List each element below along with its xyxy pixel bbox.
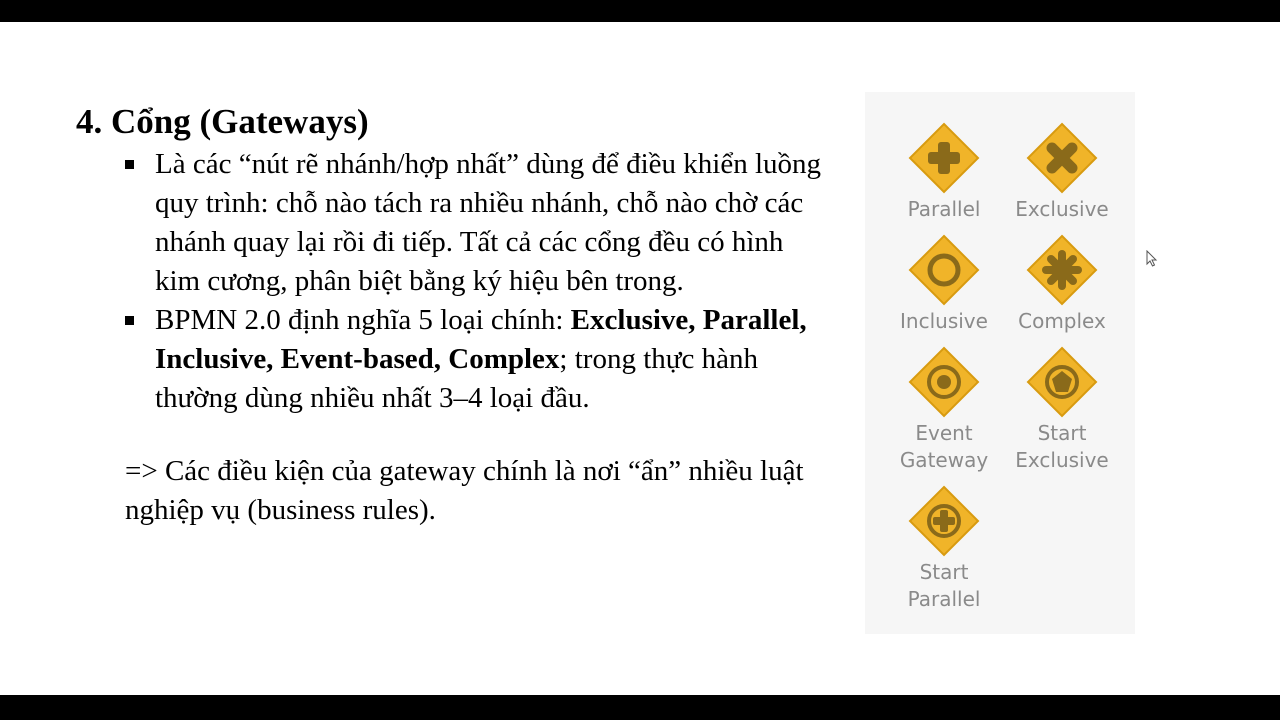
top-letterbox-bar (0, 0, 1280, 22)
gateway-event (889, 346, 999, 474)
slide-title: 4. Cổng (Gateways) (76, 102, 369, 141)
asterisk-icon (1026, 234, 1098, 306)
gateway-label: Start Exclusive (1015, 421, 1109, 472)
gateway-legend-panel (865, 92, 1135, 634)
bullet-text: BPMN 2.0 định nghĩa 5 loại chính: (155, 304, 571, 336)
bullet-item (125, 301, 825, 418)
gateway-label: Complex (1018, 309, 1106, 333)
circle-icon (908, 234, 980, 306)
double-circle-icon (908, 346, 980, 418)
bullet-item (125, 145, 825, 301)
square-bullet-icon (125, 316, 134, 325)
gateway-exclusive (1007, 122, 1117, 223)
gateway-label: Inclusive (900, 309, 988, 333)
slide (0, 22, 1280, 695)
bottom-letterbox-bar (0, 695, 1280, 720)
gateway-label: Parallel (907, 197, 981, 221)
square-bullet-icon (125, 160, 134, 169)
gateway-start-exclusive (1007, 346, 1117, 474)
conclusion-text: => Các điều kiện của gateway chính là nơi “ẩn” nhiều luật nghiệp vụ (business rules). (125, 455, 804, 526)
gateway-parallel (889, 122, 999, 223)
gateway-complex (1007, 234, 1117, 335)
mouse-pointer-icon (1146, 250, 1158, 268)
pentagon-circle-icon (1026, 346, 1098, 418)
bullet-list (125, 145, 825, 418)
gateway-start-parallel (889, 485, 999, 613)
x-icon (1026, 122, 1098, 194)
bullet-text: ; trong thực hành thường dùng nhiều nhất 3–4 loại đầu. (155, 343, 758, 414)
plus-circle-icon (908, 485, 980, 557)
bullet-text: Là các “nút rẽ nhánh/hợp nhất” dùng để điều khiển luồng quy trình: chỗ nào tách ra nhiều nhánh, chỗ nào chờ các nhánh quay lại rồi đi tiếp. Tất cả các cổng đều có hình kim cương, phân biệt bằng ký hiệu bên trong. (155, 148, 822, 297)
plus-icon (908, 122, 980, 194)
gateway-inclusive (889, 234, 999, 335)
gateway-label: Event Gateway (899, 421, 989, 472)
gateway-label: Exclusive (1015, 197, 1109, 221)
gateway-label: Start Parallel (907, 560, 981, 611)
bullet-text-bold: Exclusive, Parallel, Inclusive, Event-based, Complex (155, 304, 807, 375)
